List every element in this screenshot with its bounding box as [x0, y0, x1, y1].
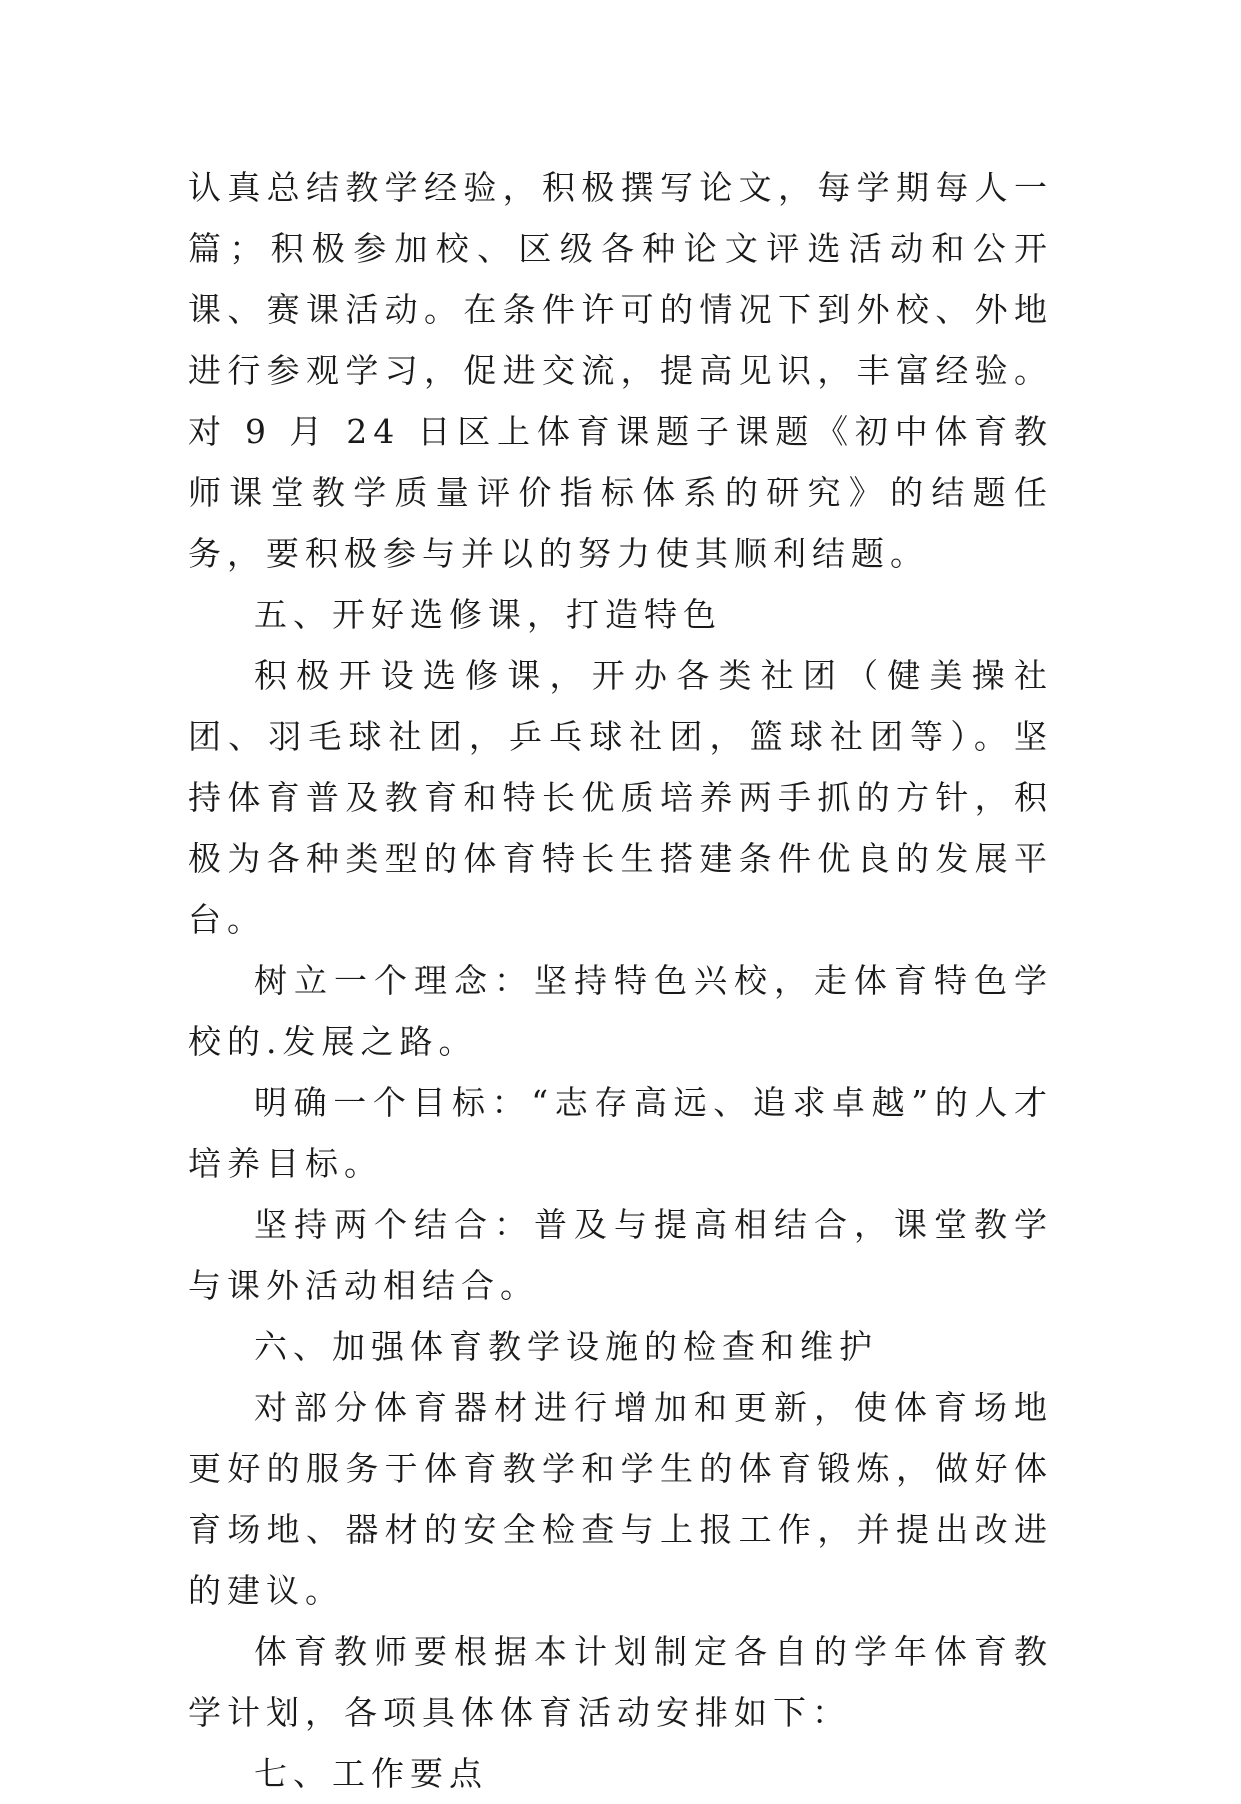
- paragraph-goal: 明确一个目标：“志存高远、追求卓越”的人才培养目标。: [188, 1083, 1053, 1183]
- document-body: [188, 157, 1053, 1804]
- paragraph-combinations: 坚持两个结合：普及与提高相结合，课堂教学与课外活动相结合。: [188, 1205, 1053, 1305]
- section-heading-electives: 五、开好选修课，打造特色: [254, 595, 722, 634]
- section-heading-key-points: 七、工作要点: [254, 1754, 488, 1793]
- paragraph-experience-summary: 认真总结教学经验，积极撰写论文，每学期每人一篇；积极参加校、区级各种论文评选活动和公开课、赛课活动。在条件许可的情况下到外校、外地进行参观学习，促进交流，提高见识，丰富经验。对 9 月 24 日区上体育课题子课题《初中体育教师课堂教学质量评价指标体系的研究》的结题任务，要积极参与并以的努力使其顺利结题。: [188, 168, 1053, 573]
- paragraph-equipment: 对部分体育器材进行增加和更新，使体育场地更好的服务于体育教学和学生的体育锻炼，做好体育场地、器材的安全检查与上报工作，并提出改进的建议。: [188, 1388, 1053, 1610]
- section-heading-facilities: 六、加强体育教学设施的检查和维护: [254, 1327, 878, 1366]
- paragraph-electives-clubs: 积极开设选修课，开办各类社团（健美操社团、羽毛球社团，乒乓球社团，篮球社团等）。坚持体育普及教育和特长优质培养两手抓的方针，积极为各种类型的体育特长生搭建条件优良的发展平台。: [188, 656, 1053, 939]
- paragraph-teacher-plans: 体育教师要根据本计划制定各自的学年体育教学计划，各项具体体育活动安排如下：: [188, 1632, 1053, 1732]
- paragraph-philosophy: 树立一个理念：坚持特色兴校，走体育特色学校的.发展之路。: [188, 961, 1053, 1061]
